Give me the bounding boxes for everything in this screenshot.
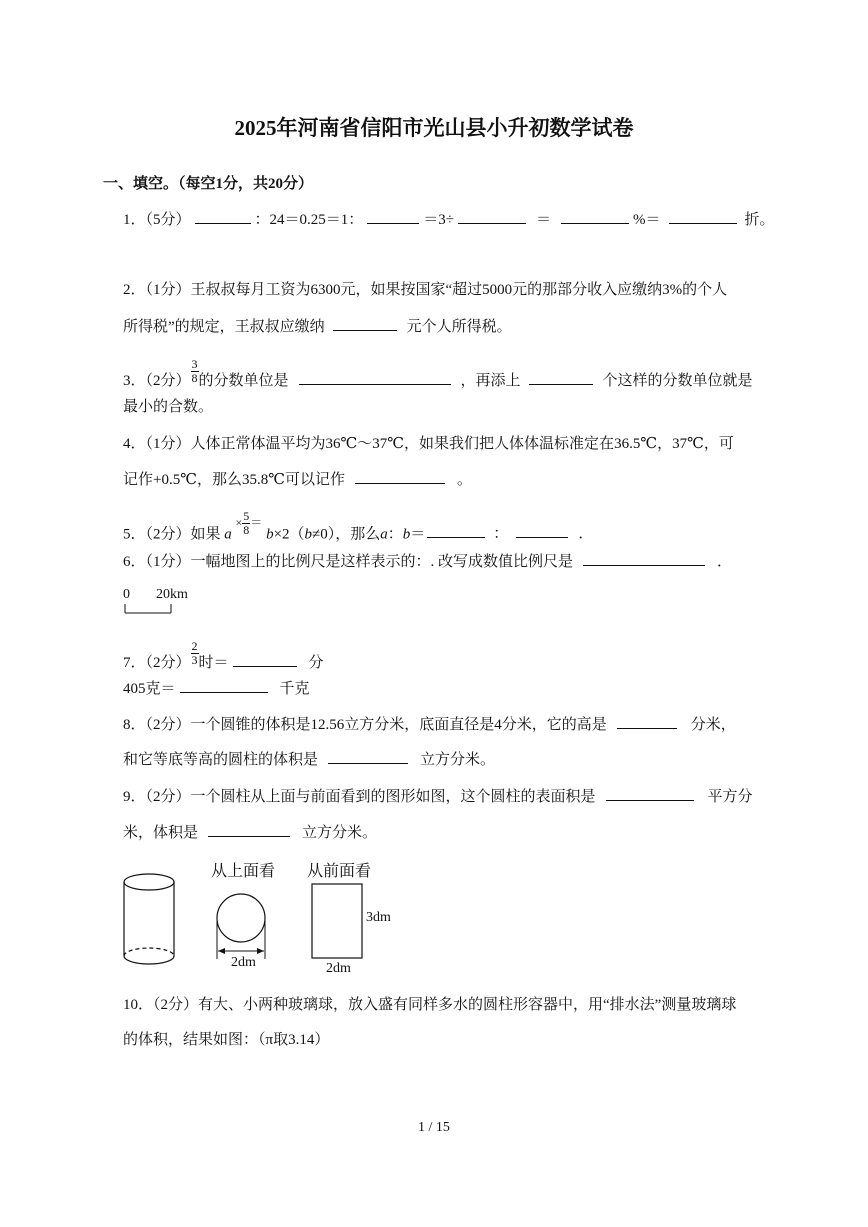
- question-10-line-1: 10．（2分）有大、小两种玻璃球，放入盛有同样多水的圆柱形容器中，用“排水法”测量玻璃球: [123, 997, 737, 1013]
- answer-blank[interactable]: [208, 822, 290, 837]
- cylinder-figure: [120, 870, 180, 972]
- question-10-line-2: 的体积，结果如图：（π取3.14）: [123, 1032, 330, 1048]
- question-3-line-2: 最小的合数。: [123, 399, 214, 415]
- answer-blank[interactable]: [333, 316, 397, 331]
- question-5: 5．（2分）如果 a × $\frac{5}{8}$ ＝ b×2（b≠0），那么a：b＝ ： ．: [123, 509, 594, 543]
- q5-label: 5．（2分）如果: [123, 526, 221, 543]
- width-label: 2dm: [326, 961, 351, 976]
- height-label: 3dm: [366, 910, 391, 925]
- scale-zero-label: 0: [123, 587, 130, 602]
- q3-text: ，再添上: [460, 372, 521, 389]
- scale-km-label: 20km: [156, 587, 188, 602]
- question-9-line-2: 米，体积是 立方分米。: [123, 822, 377, 843]
- q8-text: 8．（2分）一个圆锥的体积是12.56立方分米，底面直径是4分米，它的高是: [123, 717, 607, 733]
- answer-blank[interactable]: [561, 209, 629, 224]
- scale-bar: [123, 585, 188, 605]
- variable-b: b: [266, 526, 274, 543]
- answer-blank[interactable]: [516, 523, 568, 538]
- q2-text: 所得税”的规定，王叔叔应缴纳: [123, 319, 325, 335]
- q3-label: 3．（2分）: [123, 372, 191, 389]
- question-4-line-2: [123, 469, 472, 490]
- answer-blank[interactable]: [180, 678, 268, 693]
- question-7-line-1: 7．（2分） $\frac{2}{3}$ 时＝ 分: [123, 639, 324, 671]
- answer-blank[interactable]: [583, 551, 705, 566]
- front-view-label: 从前面看: [307, 863, 372, 880]
- answer-blank[interactable]: [617, 714, 677, 729]
- answer-blank[interactable]: [606, 786, 694, 801]
- fraction: $\frac{2}{3}$: [191, 639, 198, 667]
- q7-text: 405克＝: [123, 681, 176, 697]
- q6-text: 6．（1分）一幅地图上的比例尺是这样表示的：. 改写成数值比例尺是: [123, 554, 574, 570]
- answer-blank[interactable]: [458, 209, 526, 224]
- answer-blank[interactable]: [529, 370, 593, 385]
- question-8-line-2: 和它等底等高的圆柱的体积是 立方分米。: [123, 749, 495, 770]
- q1-label: 1．（5分）: [123, 212, 191, 228]
- q1-text: 折。: [744, 212, 775, 228]
- q3-text: 个这样的分数单位就是: [602, 372, 753, 389]
- answer-blank[interactable]: [669, 209, 737, 224]
- page-title: 2025年河南省信阳市光山县小升初数学试卷: [234, 116, 634, 140]
- q9-text: 米，体积是: [123, 825, 199, 841]
- q8-text: 和它等底等高的圆柱的体积是: [123, 752, 319, 768]
- question-2-line-2: [123, 316, 512, 337]
- answer-blank[interactable]: [299, 370, 451, 385]
- variable-a: a: [224, 526, 232, 543]
- question-9-line-1: 9．（2分）一个圆柱从上面与前面看到的图形如图，这个圆柱的表面积是 平方分: [123, 786, 753, 807]
- question-7-line-2: 405克＝ 千克: [123, 678, 310, 699]
- q7-text: 时＝: [198, 654, 229, 671]
- top-view-label: 从上面看: [211, 863, 276, 880]
- page-number: 1 / 15: [418, 1120, 450, 1135]
- q1-text: ：24＝0.25＝1：: [254, 212, 364, 228]
- question-2-line-1: 2．（1分）王叔叔每月工资为6300元，如果按国家“超过5000元的那部分收入应缴纳3%的个人: [123, 282, 728, 298]
- q4-text: 记作+0.5℃，那么35.8℃可以记作: [123, 472, 346, 488]
- top-view-circle: [212, 893, 274, 963]
- question-6: 6．（1分）一幅地图上的比例尺是这样表示的：. 改写成数值比例尺是 ．: [123, 551, 732, 572]
- answer-blank[interactable]: [233, 652, 297, 667]
- q3-text: 的分数单位是: [198, 372, 289, 389]
- q7-label: 7．（2分）: [123, 654, 191, 671]
- fraction: $\frac{3}{8}$: [191, 357, 198, 385]
- answer-blank[interactable]: [367, 209, 419, 224]
- question-4-line-1: 4．（1分）人体正常体温平均为36℃～37℃，如果我们把人体体温标准定在36.5℃，37℃，可: [123, 436, 734, 452]
- fraction: $\frac{5}{8}$: [243, 509, 250, 537]
- diameter-label: 2dm: [231, 955, 256, 970]
- scale-bar-line: [124, 603, 174, 615]
- answer-blank[interactable]: [195, 209, 251, 224]
- q1-text: ＝: [536, 212, 552, 228]
- section-heading: 一、填空。（每空1分，共20分）: [103, 176, 314, 192]
- q2-text: 元个人所得税。: [406, 319, 512, 335]
- q4-text: 。: [457, 472, 473, 488]
- question-1: [123, 209, 775, 230]
- answer-blank[interactable]: [427, 523, 485, 538]
- answer-blank[interactable]: [355, 469, 445, 484]
- q9-text: 9．（2分）一个圆柱从上面与前面看到的图形如图，这个圆柱的表面积是: [123, 789, 596, 805]
- question-8-line-1: 8．（2分）一个圆锥的体积是12.56立方分米，底面直径是4分米，它的高是 分米，: [123, 714, 736, 735]
- q1-text: %＝: [633, 212, 661, 228]
- question-3-line-1: [123, 357, 753, 395]
- answer-blank[interactable]: [328, 749, 408, 764]
- q1-text: ＝3÷: [423, 212, 455, 228]
- front-view-rectangle: [310, 882, 366, 962]
